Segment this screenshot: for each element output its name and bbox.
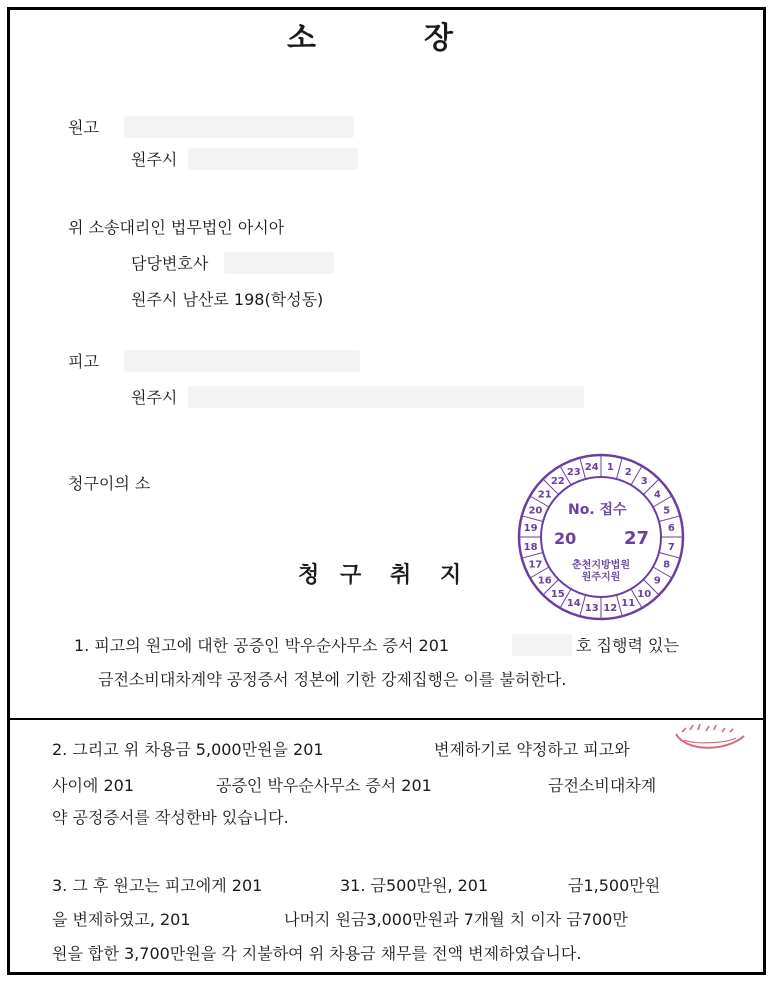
stamp-ring-number: 2 — [624, 466, 632, 478]
item2-text-c: 사이에 201 — [52, 776, 134, 795]
signature-mark — [672, 722, 748, 756]
stamp-ring-number: 24 — [584, 462, 599, 474]
item2-text-b: 변제하기로 약정하고 피고와 — [434, 740, 630, 759]
stamp-ring-number: 20 — [528, 505, 543, 517]
stamp-year: 20 — [554, 529, 577, 548]
stamp-ring-divider — [522, 516, 543, 522]
item3-text-a: 3. 그 후 원고는 피고에게 201 — [52, 876, 263, 895]
stamp-ring-divider — [659, 516, 680, 522]
stamp-ring-number: 10 — [637, 588, 652, 600]
stamp-ring-number: 15 — [550, 588, 565, 600]
agent-line: 위 소송대리인 법무법인 아시아 — [68, 218, 285, 237]
item2-text-d: 공증인 박우순사무소 증서 201 — [216, 776, 432, 795]
stamp-ring-number: 1 — [606, 462, 614, 474]
plaintiff-label: 원고 — [68, 118, 99, 137]
stamp-ring-number: 13 — [584, 602, 599, 614]
item2-text-a: 2. 그리고 위 차용금 5,000만원을 201 — [52, 740, 324, 759]
item3-text-b: 31. 금500만원, 201 — [340, 876, 489, 895]
stamp-ring-number: 19 — [523, 523, 538, 535]
stamp-day: 27 — [624, 528, 650, 549]
stamp-ring-number: 12 — [603, 602, 618, 614]
stamp-ring-number: 3 — [640, 476, 648, 488]
stamp-ring-number: 22 — [550, 476, 565, 488]
plaintiff-address: 원주시 — [131, 150, 178, 169]
item2-text-e: 금전소비대차계 — [548, 776, 657, 795]
claim-type: 청구이의 소 — [68, 474, 151, 493]
stamp-ring-number: 16 — [537, 575, 552, 587]
stamp-ring-number: 18 — [523, 541, 538, 553]
stamp-ring-number: 11 — [621, 598, 636, 610]
title-char-2: 장 — [424, 21, 453, 56]
item2-text-f: 약 공정증서를 작성한바 있습니다. — [52, 808, 289, 827]
agent-address: 원주시 남산로 198(학성동) — [131, 290, 324, 309]
stamp-ring-number: 9 — [653, 575, 661, 587]
stamp-ring-divider — [522, 553, 543, 559]
page-divider — [10, 718, 763, 720]
redaction — [224, 252, 334, 274]
item3-text-f: 원을 합한 3,700만원을 각 지불하여 위 차용금 채무를 전액 변제하였습니다. — [52, 944, 582, 963]
stamp-ring-number: 5 — [663, 505, 671, 517]
stamp-label: No. 접수 — [568, 502, 627, 518]
stamp-ring-divider — [659, 553, 680, 559]
item3-text-e: 나머지 원금3,000만원과 7개월 치 이자 금700만 — [284, 910, 628, 929]
receipt-stamp — [516, 452, 686, 622]
stamp-ring-number: 17 — [528, 559, 543, 571]
redaction — [124, 116, 354, 138]
item1-text-2: 금전소비대차계약 공정증서 정본에 기한 강제집행은 이를 불허한다. — [98, 670, 567, 689]
item1-text-b: 호 집행력 있는 — [576, 636, 679, 655]
defendant-label: 피고 — [68, 352, 99, 371]
stamp-ring-number: 21 — [537, 489, 552, 501]
redaction — [188, 386, 584, 408]
redaction — [188, 148, 358, 170]
stamp-ring-number: 14 — [566, 598, 581, 610]
stamp-ring-divider — [617, 458, 623, 479]
item3-text-c: 금1,500만원 — [568, 876, 661, 895]
stamp-ring-number: 8 — [663, 559, 671, 571]
title-char-1: 소 — [287, 21, 316, 56]
lawyer-label: 담당변호사 — [131, 254, 209, 273]
stamp-court-1: 춘천지방법원 — [572, 560, 630, 571]
heading-char-4: 지 — [440, 562, 462, 588]
stamp-ring-number: 6 — [667, 523, 675, 535]
heading-char-1: 청 — [298, 562, 320, 588]
item1-text: 1. 피고의 원고에 대한 공증인 박우순사무소 증서 201 — [74, 636, 450, 655]
stamp-ring-number: 7 — [667, 541, 675, 553]
heading-char-3: 취 — [390, 562, 412, 588]
heading-char-2: 구 — [340, 562, 362, 588]
stamp-ring-number: 4 — [653, 489, 661, 501]
redaction — [124, 350, 360, 372]
stamp-ring-number: 23 — [566, 466, 581, 478]
item3-text-d: 을 변제하였고, 201 — [52, 910, 191, 929]
stamp-court-2: 원주지원 — [581, 572, 621, 583]
defendant-address: 원주시 — [131, 388, 178, 407]
redaction — [512, 634, 572, 656]
